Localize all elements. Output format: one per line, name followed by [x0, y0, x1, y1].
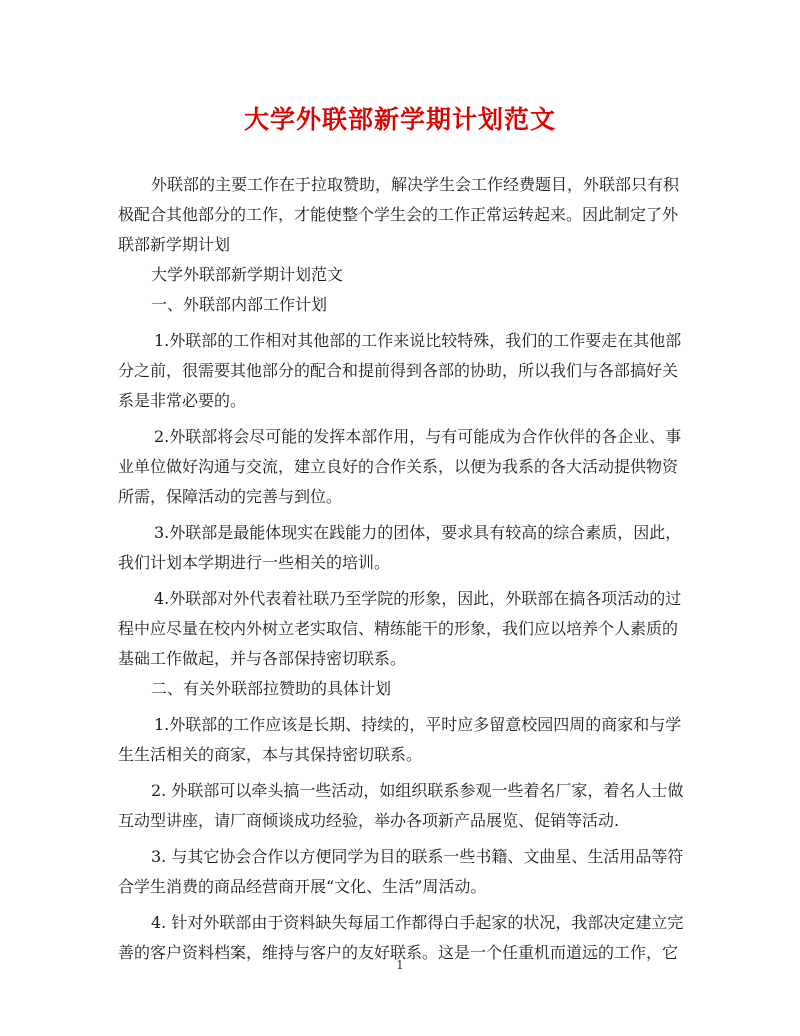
sponsorship-item-1: 1.外联部的工作应该是长期、持续的，平时应多留意校园四周的商家和与学生生活相关的商家，本与其保持密切联系。 [118, 715, 682, 764]
internal-item-1: 1.外联部的工作相对其他部的工作来说比较特殊，我们的工作要走在其他部分之前，很需要其他部分的配合和提前得到各部的协助，所以我们与各部搞好关系是非常必要的。 [118, 331, 682, 410]
subtitle-line: 大学外联部新学期计划范文 [151, 265, 344, 284]
sponsorship-item-3: 3. 与其它协会合作以方便同学为目的联系一些书籍、文曲星、生活用品等符合学生消费的商品经营商开展“文化、生活”周活动。 [118, 847, 684, 896]
section-heading-sponsorship: 二、有关外联部拉赞助的具体计划 [151, 679, 392, 698]
internal-item-2: 2.外联部将会尽可能的发挥本部作用，与有可能成为合作伙伴的各企业、事业单位做好沟通与交流，建立良好的合作关系，以便为我系的各大活动提供物资所需，保障活动的完善与到位。 [118, 427, 682, 506]
section-heading-internal: 一、外联部内部工作计划 [151, 295, 328, 314]
internal-item-3: 3.外联部是最能体现实在践能力的团体，要求具有较高的综合素质，因此，我们计划本学期进行一些相关的培训。 [118, 523, 682, 572]
sponsorship-item-2: 2. 外联部可以牵头搞一些活动，如组织联系参观一些着名厂家，着名人士做互动型讲座，请厂商倾谈成功经验，举办各项新产品展览、促销等活动. [118, 781, 684, 830]
internal-item-4: 4.外联部对外代表着社联乃至学院的形象，因此，外联部在搞各项活动的过程中应尽量在校内外树立老实取信、精练能干的形象，我们应以培养个人素质的基础工作做起，并与各部保持密切联系。 [118, 589, 682, 668]
document-title: 大学外联部新学期计划范文 [243, 105, 556, 134]
page-number: 1 [396, 958, 404, 972]
intro-paragraph: 外联部的主要工作在于拉取赞助，解决学生会工作经费题目，外联部只有积极配合其他部分的工作，才能使整个学生会的工作正常运转起来。因此制定了外联部新学期计划 [118, 175, 680, 254]
document-body [118, 170, 684, 968]
sponsorship-item-4: 4. 针对外联部由于资料缺失每届工作都得白手起家的状况，我部决定建立完善的客户资料档案，维持与客户的友好联系。这是一个任重机而道远的工作，它 [118, 913, 684, 962]
